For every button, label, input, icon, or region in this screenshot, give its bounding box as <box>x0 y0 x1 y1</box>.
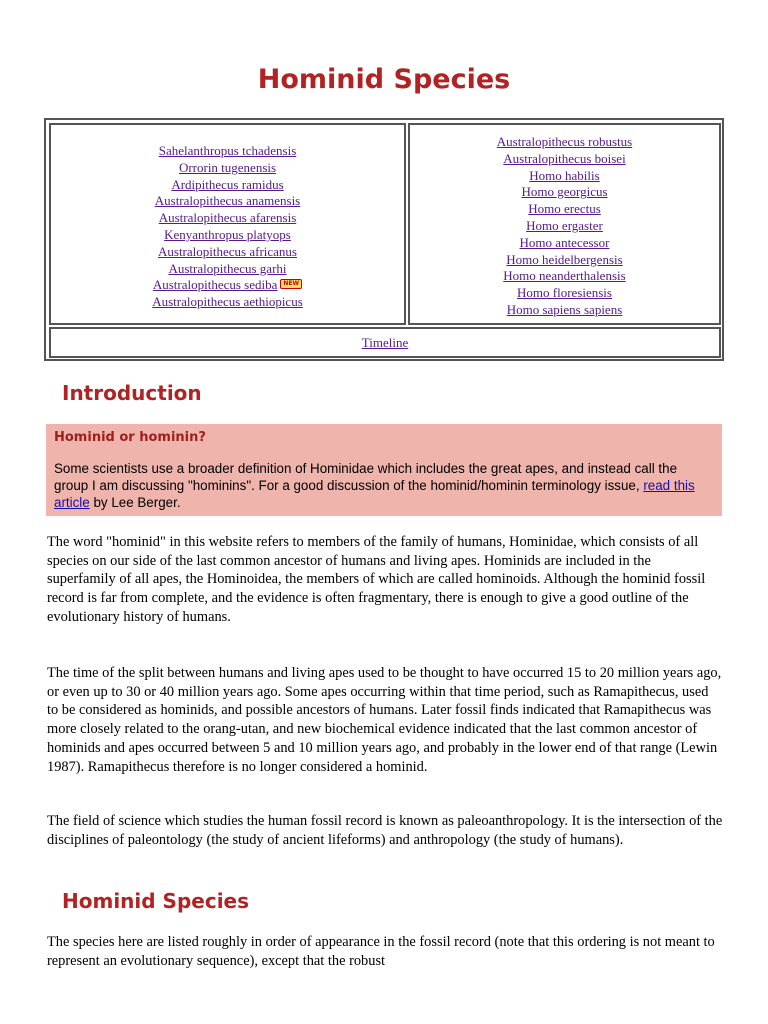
species-list-item <box>410 302 719 319</box>
species-link[interactable]: Orrorin tugenensis <box>178 159 277 175</box>
species-list-item <box>51 160 404 177</box>
species-list-right <box>410 125 719 319</box>
species-list-item <box>410 268 719 285</box>
species-link[interactable]: Ardipithecus ramidus <box>171 176 284 192</box>
species-list-left <box>51 125 404 311</box>
species-link[interactable]: Australopithecus sediba <box>152 277 278 293</box>
species-link[interactable]: Homo sapiens sapiens <box>506 301 623 317</box>
species-link[interactable]: Australopithecus afarensis <box>158 210 297 226</box>
species-link[interactable]: Australopithecus aethiopicus <box>152 294 303 310</box>
box-text-before: Some scientists use a broader definition of Hominidae which includes the great apes, and instead call the group I am discussing "hominins". For a good discussion of the hominid/hominin terminology issue, <box>54 461 678 493</box>
species-link[interactable]: Homo neanderthalensis <box>503 268 626 284</box>
intro-paragraph-3: The field of science which studies the human fossil record is known as paleoanthropology. It is the intersection of the disciplines of paleontology (the study of ancient lifeforms) and anthropology (the study of humans). <box>47 813 723 848</box>
box-title: Hominid or hominin? <box>54 430 206 445</box>
species-list-item <box>410 201 719 218</box>
species-column-left <box>49 123 406 325</box>
box-text-after: by Lee Berger. <box>89 494 181 510</box>
species-link[interactable]: Australopithecus garhi <box>168 260 287 276</box>
intro-paragraph-2: The time of the split between humans and living apes used to be thought to have occurred 15 to 20 million years ago, or even up to 30 or 40 million years ago. Some apes occurring within that time period, such as Ramapithecus, used to be considered as hominids, and possible ancestors of humans. Later fossil finds indicated that Ramapithecus was more closely related to the orang-utan, and new biochemical evidence indicated that the last common ancestor of hominids and apes occurred between 5 and 10 million years ago, and probably in the lower end of that range (Lewin 1987). Ramapithecus therefore is no longer considered a hominid. <box>47 665 722 775</box>
species-list-item <box>410 168 719 185</box>
species-link[interactable]: Australopithecus africanus <box>158 243 297 259</box>
species-link[interactable]: Australopithecus boisei <box>503 150 626 166</box>
species-link[interactable]: Homo georgicus <box>521 184 608 200</box>
new-badge-icon: NEW <box>280 279 302 289</box>
species-list-item <box>51 177 404 194</box>
species-list-item <box>410 134 719 151</box>
species-list-item <box>410 218 719 235</box>
species-column-right <box>408 123 721 325</box>
hominid-species-heading: Hominid Species <box>62 889 250 913</box>
species-link[interactable]: Kenyanthropus platyops <box>164 226 291 242</box>
species-list-item <box>410 252 719 269</box>
species-list-item <box>51 294 404 311</box>
species-list-item <box>51 143 404 160</box>
species-list-item <box>51 227 404 244</box>
timeline-cell <box>49 327 721 358</box>
intro-paragraph-1: The word "hominid" in this website refers to members of the family of humans, Hominidae, which consists of all species on our side of the last common ancestor of humans and living apes. Hominids are included in the superfamily of all apes, the Hominoidea, the members of which are called hominoids. Although the hominid fossil record is far from complete, and the evidence is often fragmentary, there is enough to give a good outline of the evolutionary history of humans. <box>47 534 706 625</box>
species-link[interactable]: Australopithecus robustus <box>496 134 633 149</box>
species-link[interactable]: Australopithecus anamensis <box>154 193 301 209</box>
species-link[interactable]: Homo habilis <box>529 167 600 183</box>
species-link[interactable]: Homo ergaster <box>526 217 603 233</box>
timeline-link[interactable]: Timeline <box>361 335 409 350</box>
species-list-item <box>410 151 719 168</box>
page-title: Hominid Species <box>257 64 511 95</box>
species-link[interactable]: Homo heidelbergensis <box>506 251 623 267</box>
read-this-article-link[interactable]: read this article <box>54 477 695 510</box>
species-list-item <box>51 193 404 210</box>
box-text <box>54 461 714 511</box>
species-list-item <box>51 210 404 227</box>
species-table <box>44 118 724 361</box>
species-list-item <box>410 285 719 302</box>
species-link[interactable]: Homo erectus <box>528 201 601 217</box>
species-link[interactable]: Sahelanthropus tchadensis <box>158 143 297 158</box>
species-paragraph: The species here are listed roughly in order of appearance in the fossil record (note that this ordering is not meant to represent an evolutionary sequence), except that the robust <box>47 934 715 969</box>
species-list-item <box>51 244 404 261</box>
hominid-or-hominin-box <box>46 424 722 516</box>
species-list-item <box>410 184 719 201</box>
species-list-item <box>410 235 719 252</box>
species-link[interactable]: Homo antecessor <box>519 234 610 250</box>
species-list-item <box>51 261 404 278</box>
species-link[interactable]: Homo floresiensis <box>517 285 612 301</box>
introduction-heading: Introduction <box>62 381 202 405</box>
species-list-item <box>51 277 404 294</box>
